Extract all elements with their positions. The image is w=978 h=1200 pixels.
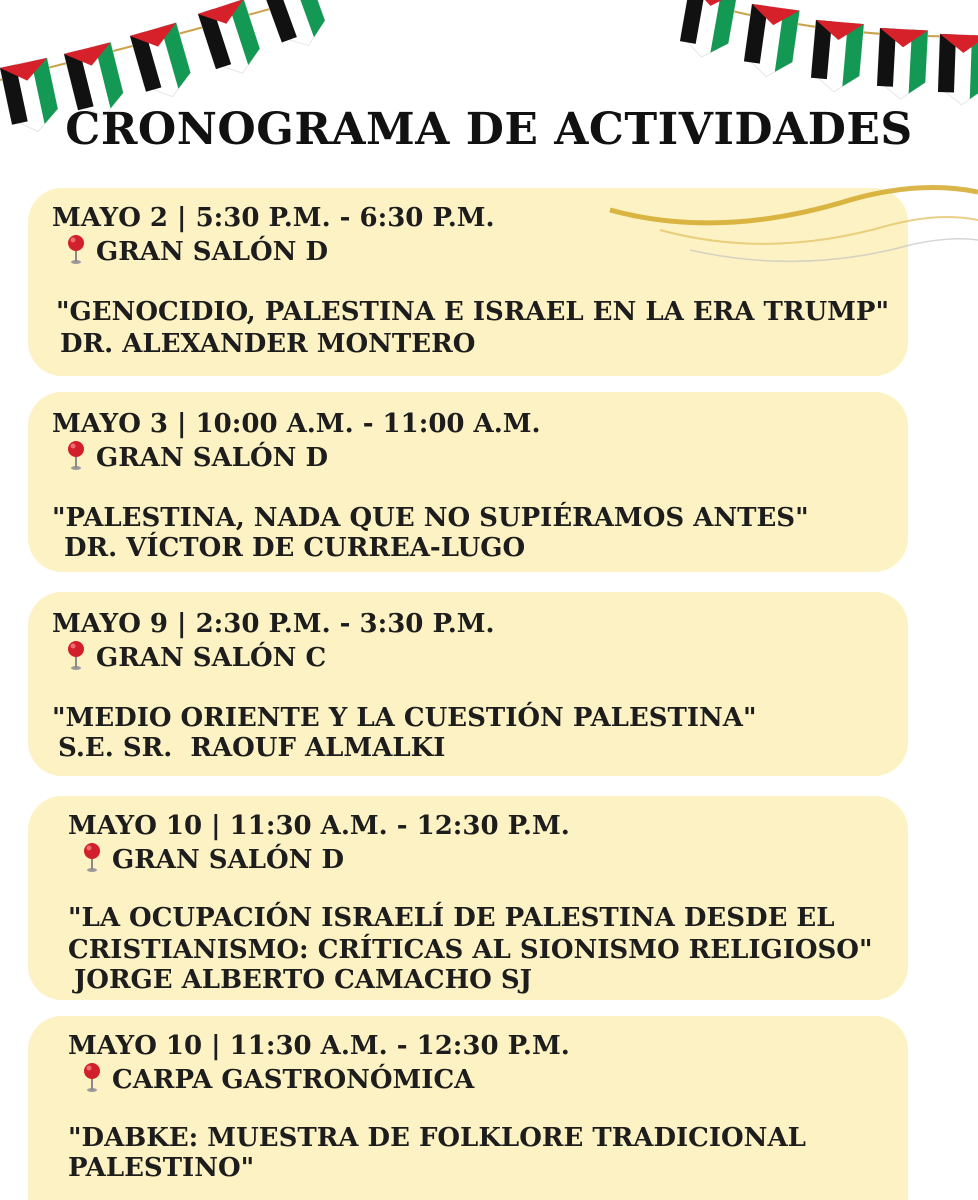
- event-card: [28, 796, 908, 1000]
- map-pin-icon: [62, 440, 90, 470]
- event-talk-title: PALESTINO": [68, 1153, 255, 1183]
- event-datetime: MAYO 9 | 2:30 P.M. - 3:30 P.M.: [52, 609, 495, 639]
- event-speaker: DR. ALEXANDER MONTERO: [60, 329, 476, 359]
- event-speaker: S.E. SR. RAOUF ALMALKI: [58, 733, 446, 763]
- event-location: [78, 1062, 474, 1096]
- flag-icon: [938, 34, 978, 106]
- event-talk-title: "DABKE: MUESTRA DE FOLKLORE TRADICIONAL: [68, 1123, 806, 1153]
- event-location-label: GRAN SALÓN D: [96, 443, 329, 473]
- event-datetime: MAYO 10 | 11:30 A.M. - 12:30 P.M.: [68, 811, 570, 841]
- page-title: CRONOGRAMA DE ACTIVIDADES: [65, 104, 913, 155]
- event-speaker: JORGE ALBERTO CAMACHO SJ: [74, 965, 532, 995]
- event-talk-title: "PALESTINA, NADA QUE NO SUPIÉRAMOS ANTES": [52, 503, 809, 533]
- event-talk-title: CRISTIANISMO: CRÍTICAS AL SIONISMO RELIGIOSO": [68, 935, 873, 965]
- map-pin-icon: [62, 234, 90, 264]
- event-datetime: MAYO 2 | 5:30 P.M. - 6:30 P.M.: [52, 203, 495, 233]
- event-speaker: DR. VÍCTOR DE CURREA-LUGO: [64, 533, 526, 563]
- flag-icon: [810, 20, 864, 94]
- event-card: [28, 1016, 908, 1200]
- map-pin-icon: [78, 1062, 106, 1092]
- flag-icon: [130, 23, 195, 104]
- flag-icon: [876, 28, 928, 100]
- event-talk-title: "GENOCIDIO, PALESTINA E ISRAEL EN LA ERA TRUMP": [56, 297, 890, 327]
- event-location-label: GRAN SALÓN C: [96, 643, 327, 673]
- event-location: [62, 234, 328, 268]
- flag-icon: [262, 0, 331, 54]
- event-talk-title: "LA OCUPACIÓN ISRAELÍ DE PALESTINA DESDE EL: [68, 903, 835, 933]
- map-pin-icon: [78, 842, 106, 872]
- event-location: [62, 640, 326, 674]
- event-location-label: GRAN SALÓN D: [96, 237, 329, 267]
- event-location-label: CARPA GASTRONÓMICA: [112, 1065, 475, 1095]
- event-datetime: MAYO 10 | 11:30 A.M. - 12:30 P.M.: [68, 1031, 570, 1061]
- event-location: [62, 440, 328, 474]
- event-card: [28, 392, 908, 572]
- event-location-label: GRAN SALÓN D: [112, 845, 345, 875]
- flag-icon: [678, 0, 737, 61]
- event-datetime: MAYO 3 | 10:00 A.M. - 11:00 A.M.: [52, 409, 541, 439]
- event-location: [78, 842, 344, 876]
- map-pin-icon: [62, 640, 90, 670]
- event-talk-title: "MEDIO ORIENTE Y LA CUESTIÓN PALESTINA": [52, 703, 757, 733]
- event-card: [28, 592, 908, 776]
- gold-swoosh-decoration: [600, 180, 978, 280]
- flag-icon: [742, 4, 799, 80]
